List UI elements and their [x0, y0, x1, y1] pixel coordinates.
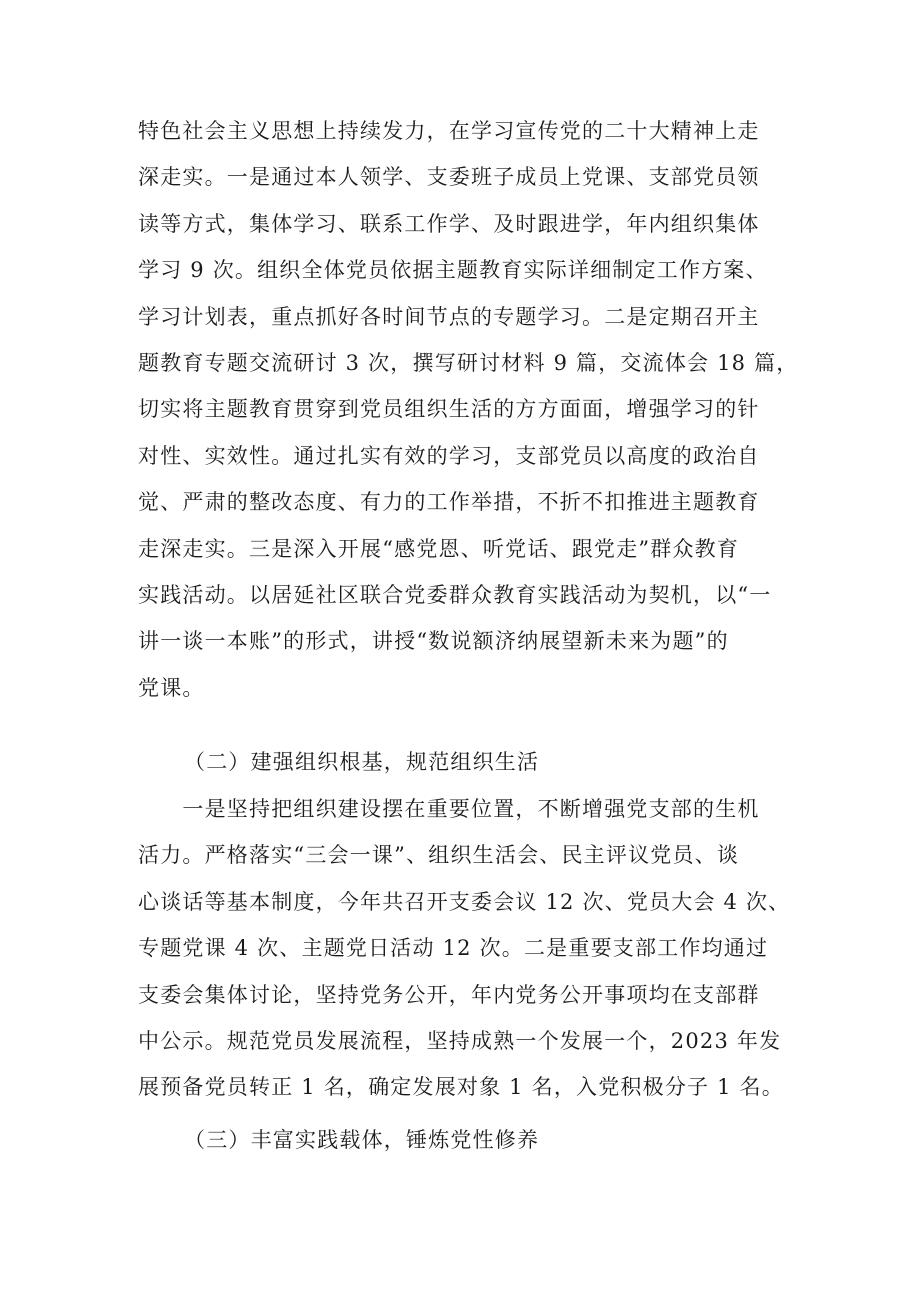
paragraph-line: 学习 9 次。组织全体党员依据主题教育实际详细制定工作方案、: [138, 258, 768, 283]
paragraph-line: 学习计划表，重点抓好各时间节点的专题学习。二是定期召开主: [138, 304, 760, 329]
paragraph-line: 特色社会主义思想上持续发力，在学习宣传党的二十大精神上走: [138, 119, 760, 143]
paragraph-line: 觉、严肃的整改态度、有力的工作举措，不折不扣推进主题教育: [138, 490, 760, 515]
section-heading-practice: （三）丰富实践载体，锤炼党性修养: [184, 1128, 540, 1152]
paragraph-line: 走深走实。三是深入开展“感党恩、听党话、跟党走”群众教育: [138, 536, 740, 561]
paragraph-line: 切实将主题教育贯穿到党员组织生活的方方面面，增强学习的针: [138, 397, 760, 422]
paragraph-line: 题教育专题交流研讨 3 次，撰写研讨材料 9 篇，交流体会 18 篇，: [138, 350, 799, 375]
paragraph-organization-building: [138, 786, 798, 1111]
paragraph-line: 深走实。一是通过本人领学、支委班子成员上党课、支部党员领: [138, 165, 760, 190]
paragraph-line: 对性、实效性。通过扎实有效的学习，支部党员以高度的政治自: [138, 443, 760, 468]
section-heading-organization: （二）建强组织根基，规范组织生活: [184, 750, 540, 774]
paragraph-study-education: [138, 108, 798, 711]
paragraph-line: 活力。严格落实“三会一课”、组织生活会、民主评议党员、谈: [138, 843, 740, 868]
paragraph-line: 专题党课 4 次、主题党日活动 12 次。二是重要支部工作均通过: [138, 936, 769, 961]
paragraph-line: 实践活动。以居延社区联合党委群众教育实践活动为契机，以“一: [138, 582, 772, 607]
paragraph-line: 心谈话等基本制度，今年共召开支委会议 12 次、党员大会 4 次、: [138, 889, 791, 914]
paragraph-line: 读等方式，集体学习、联系工作学、及时跟进学，年内组织集体: [138, 211, 760, 236]
paragraph-line: 一是坚持把组织建设摆在重要位置，不断增强党支部的生机: [138, 797, 760, 821]
paragraph-line: 支委会集体讨论，坚持党务公开，年内党务公开事项均在支部群: [138, 982, 760, 1007]
paragraph-line: 中公示。规范党员发展流程，坚持成熟一个发展一个，2023 年发: [138, 1028, 782, 1053]
paragraph-line: 讲一谈一本账”的形式，讲授“数说额济纳展望新未来为题”的: [138, 629, 729, 654]
paragraph-line: 展预备党员转正 1 名，确定发展对象 1 名，入党积极分子 1 名。: [138, 1075, 784, 1100]
paragraph-line: 党课。: [138, 675, 205, 700]
